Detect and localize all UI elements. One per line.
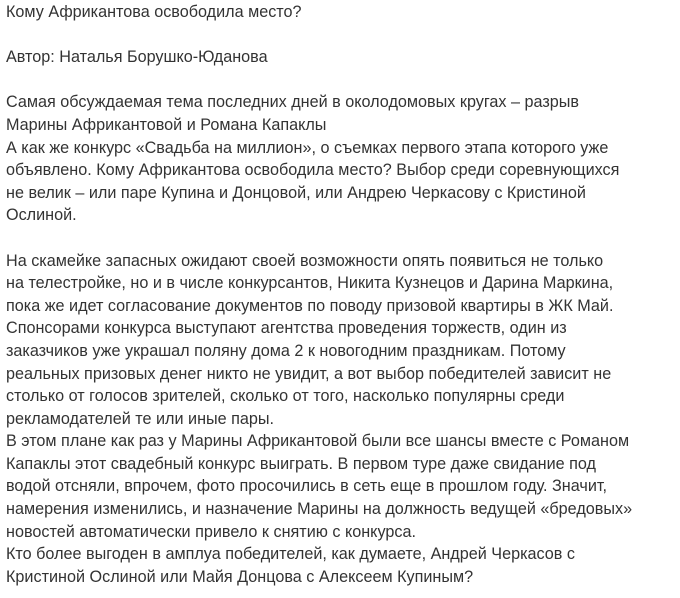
paragraph-line: А как же конкурс «Свадьба на миллион», о съемках первого этапа которого уже <box>6 138 609 157</box>
paragraph-line: Ослиной. <box>6 206 77 225</box>
paragraph-3 <box>6 430 674 543</box>
paragraph-line: На скамейке запасных ожидают своей возможности опять появиться не только <box>6 251 604 270</box>
lead-line: Самая обсуждаемая тема последних дней в околодомовых кругах – разрыв <box>6 93 579 112</box>
paragraph-line: В этом плане как раз у Марины Африкантовой были все шансы вместе с Романом <box>6 432 630 451</box>
paragraph-line: объявлено. Кому Африкантова освободила место? Выбор среди соревнующихся <box>6 161 620 180</box>
paragraph-line: Кто более выгоден в амплуа победителей, как думаете, Андрей Черкасов с <box>6 545 576 564</box>
spacer <box>6 69 674 92</box>
paragraph-line: Кристиной Ослиной или Майя Донцова с Алексеем Купиным? <box>6 567 474 586</box>
article-author: Автор: Наталья Борушко-Юданова <box>6 48 268 67</box>
spacer <box>6 24 674 47</box>
paragraph-line: Спонсорами конкурса выступают агентства проведения торжеств, один из <box>6 319 567 338</box>
paragraph-2 <box>6 250 674 431</box>
paragraph-line: намерения изменились, и назначение Марины на должность ведущей «бредовых» <box>6 500 633 519</box>
paragraph-1 <box>6 137 674 227</box>
paragraph-line: не велик – или паре Купина и Донцовой, или Андрею Черкасову с Кристиной <box>6 183 586 202</box>
paragraph-line: рекламодателей те или иные пары. <box>6 409 275 428</box>
paragraph-line: Капаклы этот свадебный конкурс выиграть. В первом туре даже свидание под <box>6 454 596 473</box>
lead-line: Марины Африкантовой и Романа Капаклы <box>6 115 327 134</box>
article-title: Кому Африкантова освободила место? <box>6 3 302 21</box>
paragraph-line: столько от голосов зрителей, сколько от того, насколько популярны среди <box>6 387 565 406</box>
article <box>0 1 680 588</box>
paragraph-line: заказчиков уже украшал поляну дома 2 к новогодним праздникам. Потому <box>6 341 566 360</box>
paragraph-line: реальных призовых денег никто не увидит, а вот выбор победителей зависит не <box>6 364 612 383</box>
paragraph-4 <box>6 543 674 588</box>
paragraph-line: на телестройке, но и в числе конкурсантов, Никита Кузнецов и Дарина Маркина, <box>6 274 614 293</box>
spacer <box>6 227 674 250</box>
paragraph-line: пока же идет согласование документов по поводу призовой квартиры в ЖК Май. <box>6 296 614 315</box>
paragraph-line: новостей автоматически привело к снятию с конкурса. <box>6 522 416 541</box>
lead-paragraph <box>6 91 674 136</box>
paragraph-line: водой отсняли, впрочем, фото просочились в сеть еще в прошлом году. Значит, <box>6 477 607 496</box>
